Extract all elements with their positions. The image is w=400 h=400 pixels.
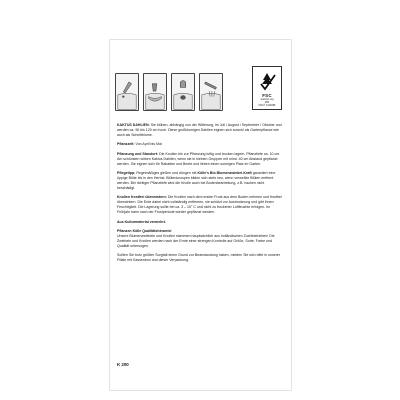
section-heading: Pflanzung und Standort:: [117, 151, 159, 156]
fsc-tree-checkmark-logo-icon: [257, 70, 277, 92]
fsc-logo-text: FSC: [262, 93, 272, 98]
planting-instructions-illustrations: [115, 73, 225, 111]
section-heading: KAKTUS DAHLIEN:: [117, 123, 150, 127]
section-wintering: [117, 195, 283, 215]
section-care-tip: [117, 171, 283, 191]
product-name-fertilizer: Kölle's Bio Blumenzwiebel-Kraft: [197, 171, 252, 176]
section-propagation-note: [117, 220, 283, 225]
section-heading: Aus Kulturmaterial vermehrt.: [117, 219, 166, 224]
section-text: Regelmäßiges gießen und düngen mit: [135, 171, 198, 176]
planting-step-1-illustration: [115, 73, 139, 111]
section-text: Sie blühen, abhängig von der Witterung, im Juli / August / September / Oktober und werden ca. 90 bis 120 cm hoch. Diese großblumigen Dahlien eignen sich sowohl als Gartenpflanze wie auch als Schnittblume.: [117, 123, 282, 137]
section-planting-time: [117, 142, 283, 147]
section-text: Sollten Sie trotz größter Sorgfalt einen Grund zur Beanstandung haben, melden Sie sich bitte in unserer Filiale mit Kassenbon und dieser Verpackung.: [117, 253, 281, 263]
section-heading: Pflanzzeit:: [117, 142, 135, 147]
fsc-website: www.fsc.org: [260, 98, 274, 101]
section-quality-notice: [117, 229, 283, 249]
product-code: K 200: [117, 362, 129, 367]
section-planting-location: [117, 152, 283, 167]
section-complaint-info: [117, 253, 283, 263]
section-text: Unsere Blumenzwiebeln und Knollen stammen hauptsächlich aus holländischen Zuchtbetrieben! Die Zwiebeln und Knollen werden nach der Ernte einer strengen Kontrolle auf Größe, Sorte, Farbe und Qualität untersogen.: [117, 233, 275, 248]
section-text: garantiert eine üppige Blüte bis in den Herbst. Blütenknospen bilden sich stets neu, wenn verwelkte Blüten entfernt werden. Bei richtiger Pflanztiefe wird die Knolle auch bei Bodenbearbeitung, z.B. hacken nicht beschädigt.: [117, 171, 276, 190]
fsc-label-type: MIX: [264, 101, 270, 104]
planting-step-2-illustration: [143, 73, 167, 111]
fsc-license-code: FSC® C114686: [258, 104, 276, 107]
planting-step-3-illustration: [171, 73, 195, 111]
section-text: Von April bis Mai: [134, 142, 162, 147]
section-text: Die Knollen bis zur Pflanzung luftig und trocken lagern. Pflanztiefe ca. 10 cm. Am schönsten wirken Kaktus Dahlien, wenn sie in kleinen Gruppen mit mind. 40 cm Abstand gepflanzt werden. Sie eignen sich für Rabatten und Beete und lieben einen sonnigen Platz im Garten.: [117, 151, 281, 166]
section-heading: Pflanzen Kölle Qualitätshinweis!: [117, 229, 172, 234]
section-heading: Knollen frostfrei überwintern:: [117, 195, 167, 200]
section-text: Die Knollen nach dem ersten Frost aus dem Boden nehmen und frostfrei überwintern. Die Erde dabei nicht vollständig entfernen, sie schützt vor Austrocknung und gibt ihnen Feuchtigkeit. Die Lagerung sollte bei ca. 3 – 10° C und nicht zu trockener Luftfeuchte erfolgen. Im Frühjahr kann nach der Frostperiode wieder gepflanzt werden.: [117, 195, 282, 215]
section-bloom-info: [117, 123, 283, 138]
product-description: [117, 123, 283, 268]
section-heading: Pflegetipp:: [117, 171, 136, 176]
planting-step-4-illustration: [199, 73, 223, 111]
fsc-certification-badge: [252, 66, 282, 110]
